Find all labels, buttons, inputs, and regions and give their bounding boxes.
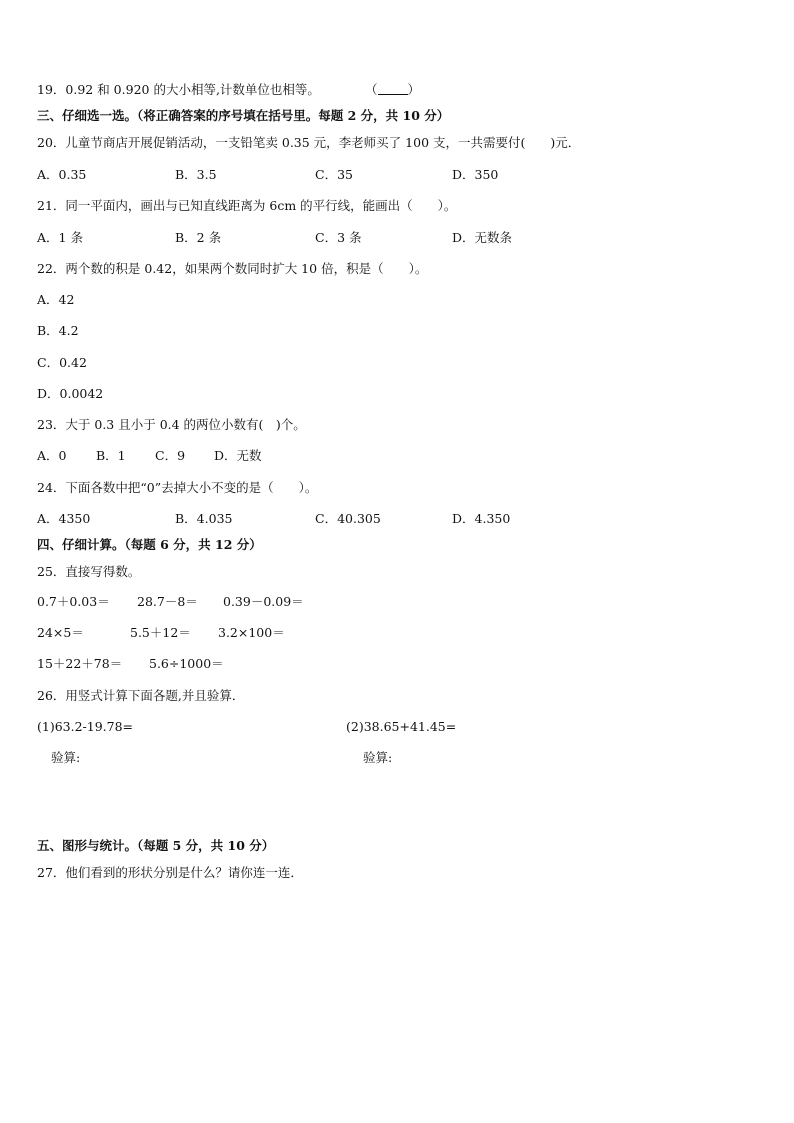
option-a[interactable]: A．0.35 [37, 167, 87, 182]
option-a[interactable]: A．42 [37, 292, 75, 307]
question-22-text: 22．两个数的积是 0.42，如果两个数同时扩大 10 倍，积是（ ）。 [37, 261, 428, 276]
question-19 [37, 82, 421, 98]
calc-item: 0.7＋0.03＝ [37, 594, 110, 609]
question-19-text: 19．0.92 和 0.920 的大小相等,计数单位也相等。 [37, 82, 320, 97]
problem-1: (1)63.2-19.78= [37, 719, 134, 734]
section-3-heading: 三、仔细选一选。（将正确答案的序号填在括号里。每题 2 分，共 10 分） [37, 108, 450, 123]
option-d[interactable]: D．无数 [214, 448, 262, 463]
option-a[interactable]: A．0 [37, 448, 67, 463]
option-d[interactable]: D．350 [452, 167, 499, 182]
option-b[interactable]: B．3.5 [175, 167, 217, 182]
question-21-text: 21．同一平面内，画出与已知直线距离为 6cm 的平行线，能画出（ ）。 [37, 198, 457, 213]
calc-item: 24×5＝ [37, 625, 84, 640]
calc-item: 28.7－8＝ [137, 594, 198, 609]
option-d[interactable]: D．无数条 [452, 230, 513, 245]
option-c[interactable]: C．35 [315, 167, 353, 182]
question-25-text: 25．直接写得数。 [37, 564, 141, 579]
calc-item: 0.39－0.09＝ [223, 594, 304, 609]
calc-item: 15＋22＋78＝ [37, 656, 123, 671]
answer-paren: （ ） [365, 82, 421, 97]
answer-blank[interactable] [378, 82, 408, 95]
section-5-heading: 五、图形与统计。（每题 5 分，共 10 分） [37, 838, 275, 853]
calc-item: 3.2×100＝ [218, 625, 285, 640]
option-c[interactable]: C．40.305 [315, 511, 381, 526]
verify-label-1: 验算: [51, 750, 81, 765]
option-d[interactable]: D．4.350 [452, 511, 511, 526]
calc-item: 5.6÷1000＝ [149, 656, 224, 671]
problem-2: (2)38.65+41.45= [346, 719, 457, 734]
calc-item: 5.5＋12＝ [130, 625, 191, 640]
option-c[interactable]: C．9 [155, 448, 186, 463]
option-c[interactable]: C．3 条 [315, 230, 362, 245]
question-26-text: 26．用竖式计算下面各题,并且验算． [37, 688, 245, 703]
option-b[interactable]: B．1 [96, 448, 126, 463]
option-b[interactable]: B．2 条 [175, 230, 222, 245]
question-27-text: 27．他们看到的形状分别是什么？请你连一连． [37, 865, 303, 880]
option-d[interactable]: D．0.0042 [37, 386, 104, 401]
section-4-heading: 四、仔细计算。（每题 6 分，共 12 分） [37, 537, 262, 552]
option-b[interactable]: B．4.035 [175, 511, 233, 526]
question-23-text: 23．大于 0.3 且小于 0.4 的两位小数有( )个。 [37, 417, 306, 432]
question-24-text: 24．下面各数中把“0”去掉大小不变的是（ ）。 [37, 480, 318, 495]
verify-label-2: 验算: [363, 750, 393, 765]
option-a[interactable]: A．1 条 [37, 230, 83, 245]
option-b[interactable]: B．4.2 [37, 323, 79, 338]
option-a[interactable]: A．4350 [37, 511, 91, 526]
option-c[interactable]: C．0.42 [37, 355, 87, 370]
question-20-text: 20．儿童节商店开展促销活动，一支铅笔卖 0.35 元，李老师买了 100 支，一共需要付( )元． [37, 135, 581, 150]
